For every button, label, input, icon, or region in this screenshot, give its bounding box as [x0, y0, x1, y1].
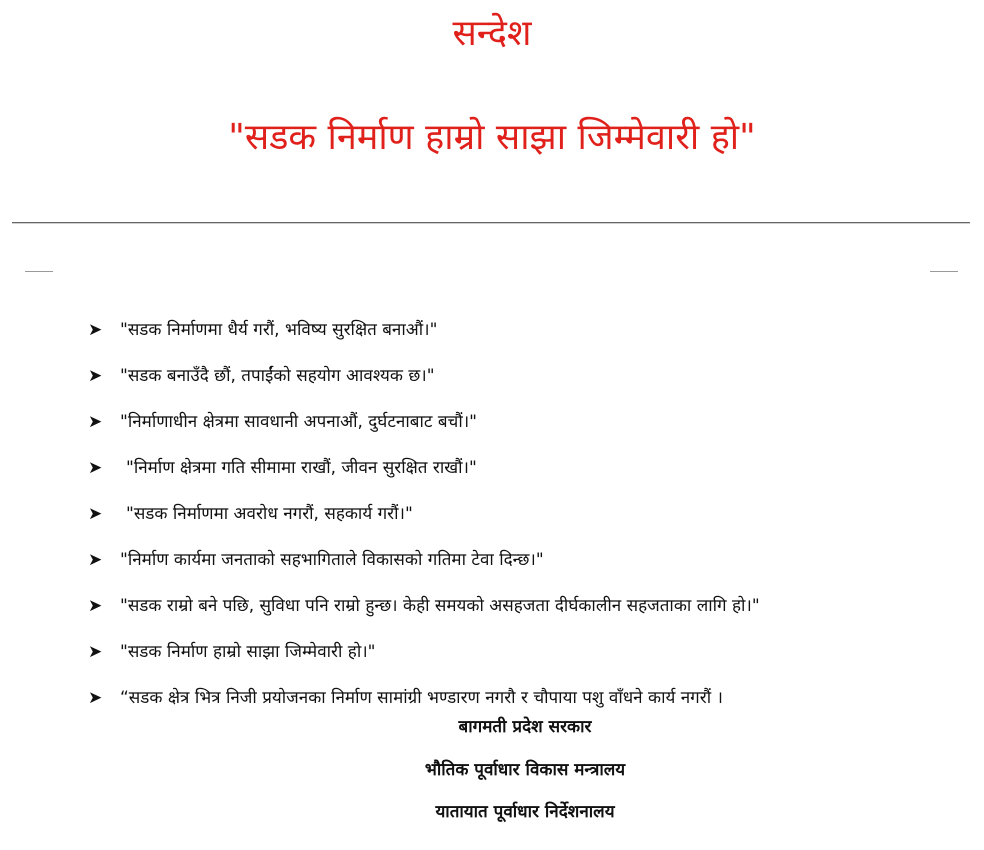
list-item	[0, 541, 984, 587]
arrow-bullet-icon: ➤	[88, 688, 103, 708]
arrow-bullet-icon: ➤	[88, 458, 103, 478]
notice-heading: सन्देश	[452, 13, 532, 54]
slogan-title: "सडक निर्माण हाम्रो साझा जिम्मेवारी हो"	[228, 117, 756, 158]
list-item	[0, 311, 984, 357]
message-text: “सडक क्षेत्र भित्र निजी प्रयोजनका निर्माण सामांग्री भण्डारण नगरौ र चौपाया पशु वाँधने कार्य नगरौं ।	[120, 688, 723, 708]
arrow-bullet-icon: ➤	[88, 550, 103, 570]
arrow-bullet-icon: ➤	[88, 320, 103, 340]
message-text: "सडक निर्माण हाम्रो साझा जिम्मेवारी हो।"	[120, 642, 376, 662]
message-text: "निर्माण क्षेत्रमा गति सीमामा राखौं, जीवन सुरक्षित राखौं।"	[126, 458, 477, 478]
message-text: "सडक निर्माणमा अवरोध नगरौं, सहकार्य गरौं।"	[126, 504, 413, 524]
message-text: "सडक बनाउँदै छौं, तपाईंको सहयोग आवश्यक छ।"	[120, 366, 435, 386]
list-item	[0, 403, 984, 449]
list-item	[0, 587, 984, 633]
horizontal-rule	[12, 222, 970, 223]
margin-mark-left	[25, 271, 53, 272]
message-list	[0, 311, 984, 725]
message-text: "सडक निर्माणमा धैर्य गरौं, भविष्य सुरक्षित बनाऔं।"	[120, 320, 438, 340]
list-item	[0, 633, 984, 679]
directorate-name: यातायात पूर्वाधार निर्देशनालय	[435, 802, 615, 822]
message-text: "निर्माणाधीन क्षेत्रमा सावधानी अपनाऔं, दुर्घटनाबाट बचौं।"	[120, 412, 478, 432]
margin-mark-right	[930, 271, 958, 272]
arrow-bullet-icon: ➤	[88, 504, 103, 524]
arrow-bullet-icon: ➤	[88, 366, 103, 386]
arrow-bullet-icon: ➤	[88, 642, 103, 662]
government-name: बागमती प्रदेश सरकार	[458, 717, 592, 737]
arrow-bullet-icon: ➤	[88, 412, 103, 432]
message-text: "सडक राम्रो बने पछि, सुविधा पनि राम्रो हुन्छ। केही समयको असहजता दीर्घकालीन सहजताका लागि हो।"	[120, 596, 760, 616]
arrow-bullet-icon: ➤	[88, 596, 103, 616]
message-text: "निर्माण कार्यमा जनताको सहभागिताले विकासको गतिमा टेवा दिन्छ।"	[120, 550, 544, 570]
ministry-name: भौतिक पूर्वाधार विकास मन्त्रालय	[424, 760, 626, 780]
list-item	[0, 495, 984, 541]
list-item	[0, 357, 984, 403]
list-item	[0, 449, 984, 495]
